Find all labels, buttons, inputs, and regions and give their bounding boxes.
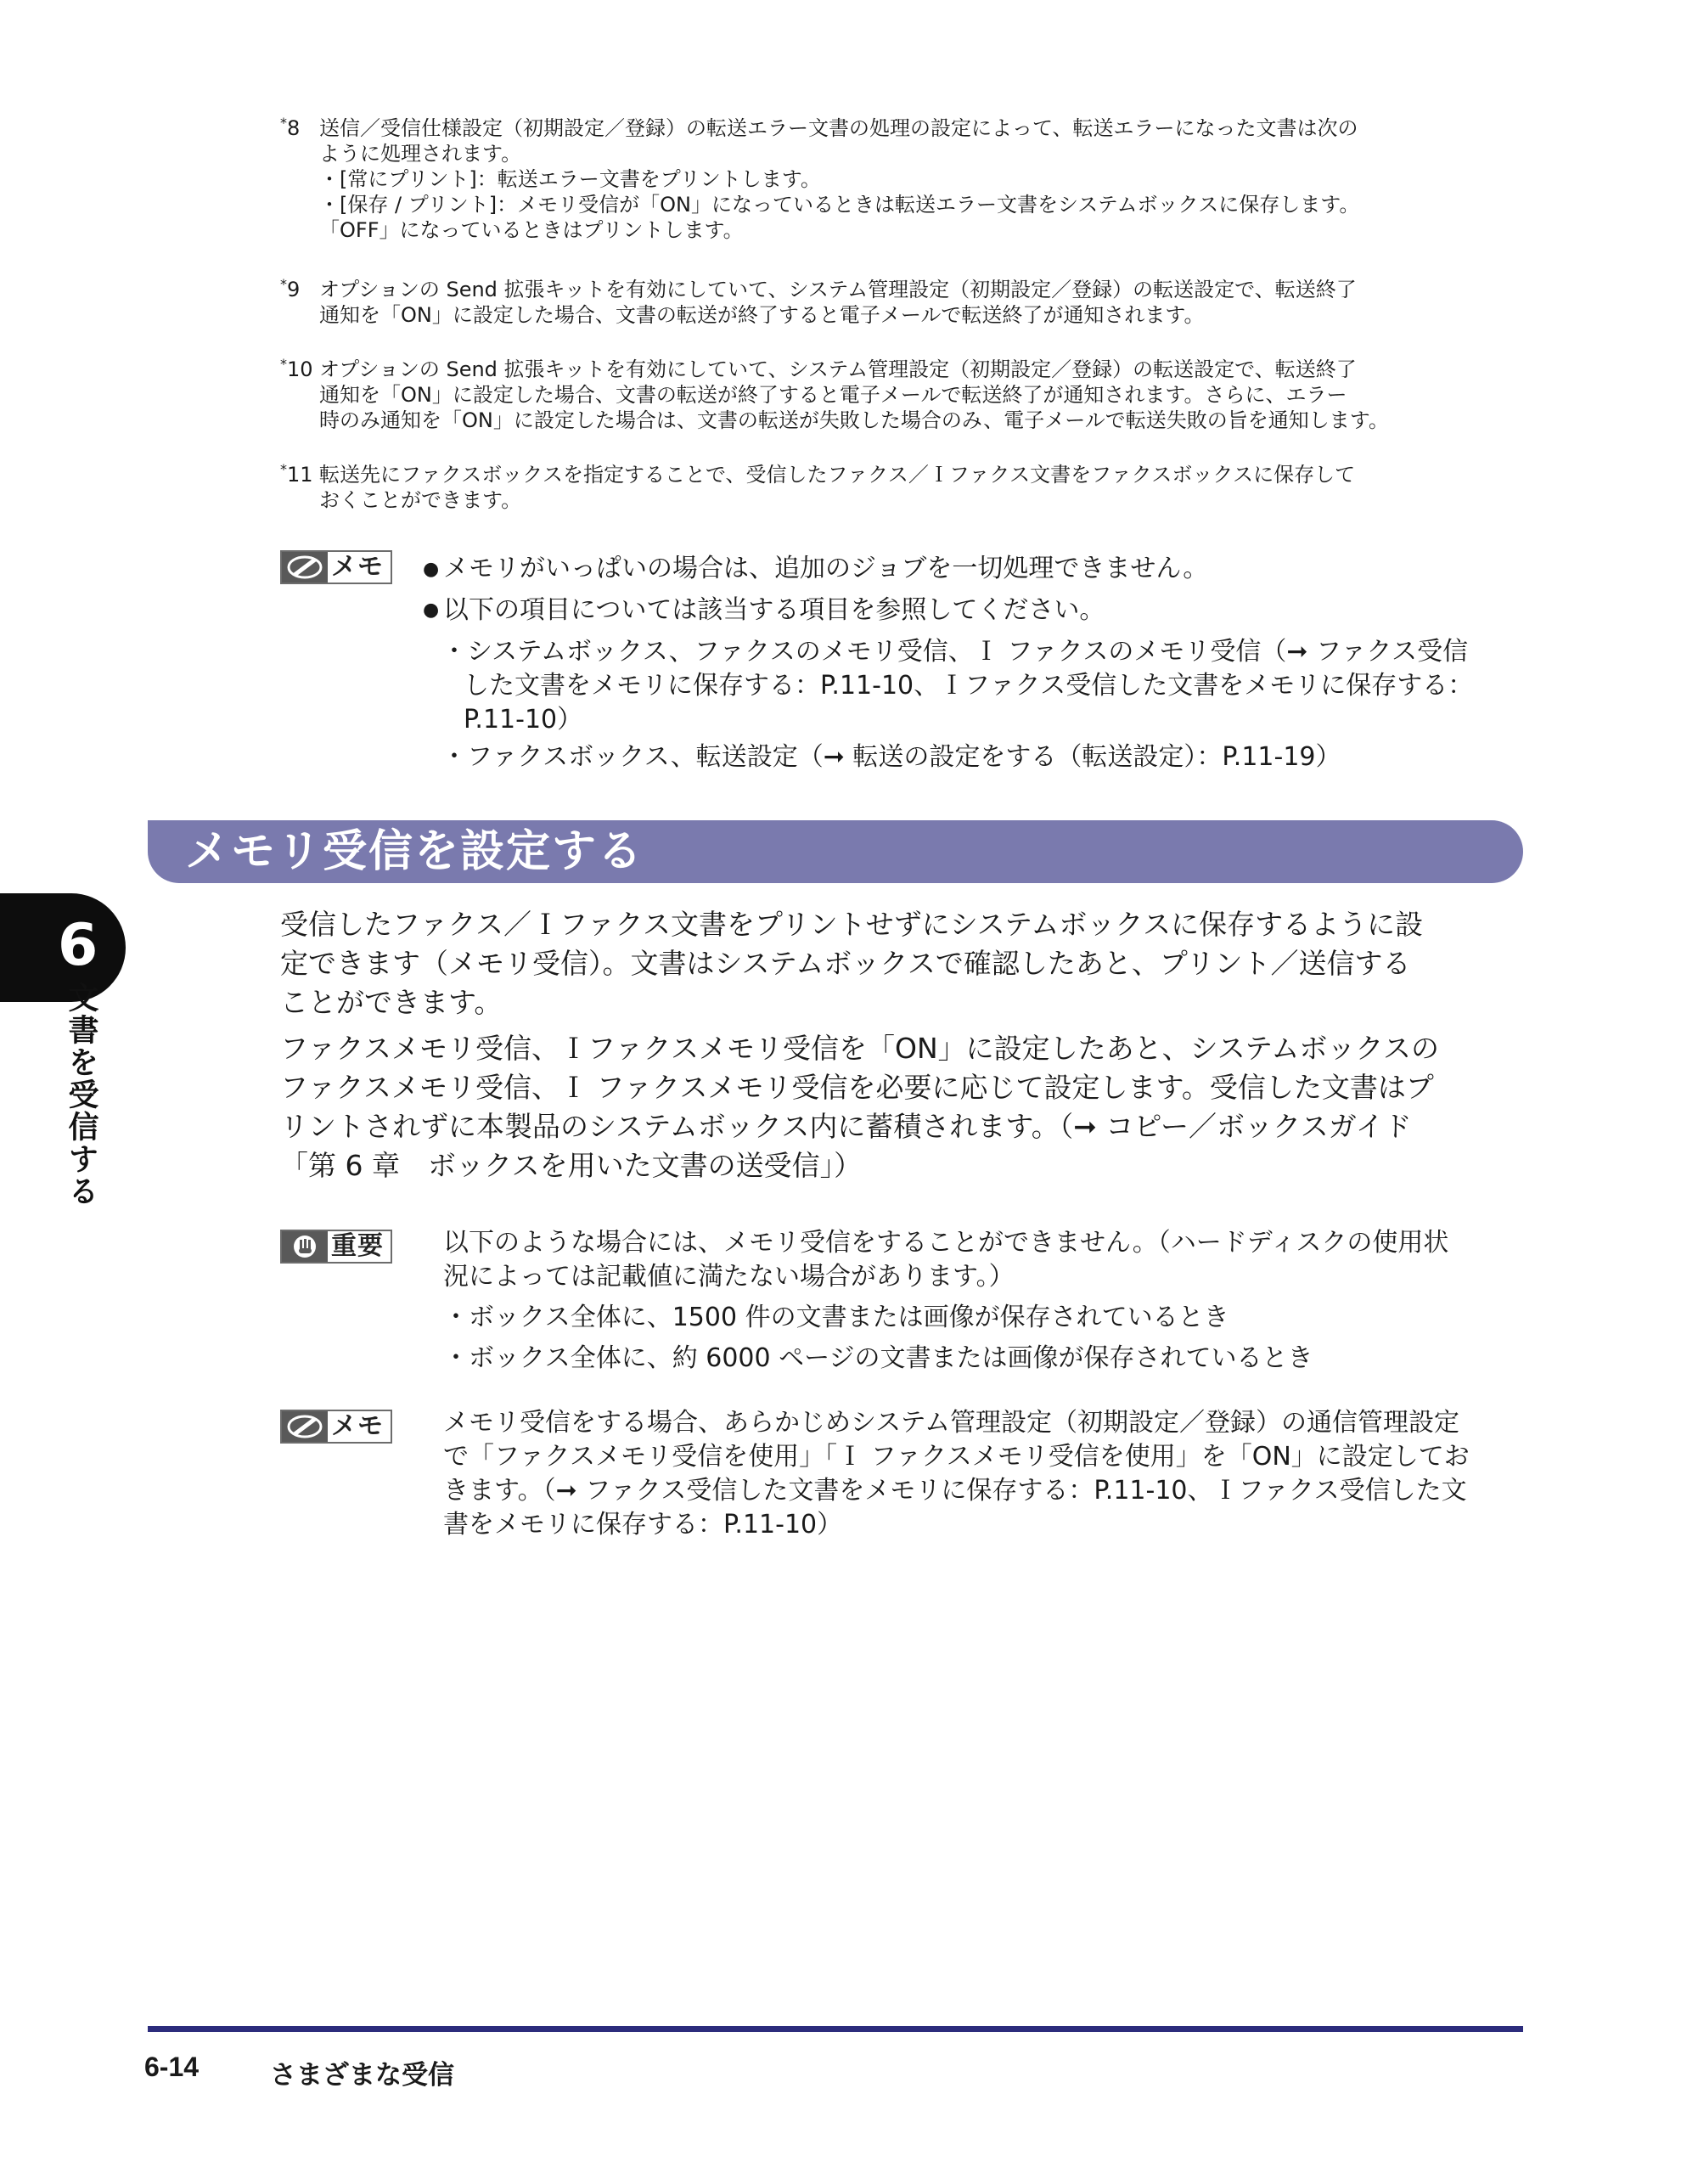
section-header (148, 820, 1523, 883)
reference-item: した文書をメモリに保存する：P.11-10、Ｉファクス受信した文書をメモリに保存する： (464, 671, 1474, 701)
chapter-title: 文書を受信する (64, 982, 98, 1207)
footer-section-title: さまざまな受信 (270, 2060, 454, 2091)
footnote-line: オプションの Send 拡張キットを有効にしていて、システム管理設定（初期設定／登録）の転送設定で、転送終了 (319, 278, 1357, 301)
note-line: きます。（➞ ファクス受信した文書をメモリに保存する：P.11-10、Ｉファクス受信した文 (443, 1476, 1467, 1506)
footnote-sub-item: ・[保存 / プリント]：メモリ受信が「ON」になっているときは転送エラー文書をシステムボックスに保存します。 (319, 193, 1360, 217)
body-line: ことができます。 (280, 986, 503, 1019)
footnote-line: 送信／受信仕様設定（初期設定／登録）の転送エラー文書の処理の設定によって、転送エラーになった文書は次の (319, 116, 1358, 140)
list-item: ● メモリがいっぱいの場合は、追加のジョブを一切処理できません。 (423, 554, 1209, 583)
chapter-number: 6 (58, 912, 98, 979)
important-text (443, 1226, 1448, 1376)
footnote-line: 通知を「ON」に設定した場合、文書の転送が終了すると電子メールで転送終了が通知されます。 (319, 303, 1205, 327)
body-line: 「第 6 章 ボックスを用いた文書の送受信」） (280, 1149, 863, 1182)
memo-text (443, 1406, 1470, 1542)
footnote-8 (280, 115, 1521, 243)
footnote-line: 通知を「ON」に設定した場合、文書の転送が終了すると電子メールで転送終了が通知されます。さらに、エラー (319, 383, 1347, 407)
footnote-sub-item: 「OFF」になっているときはプリントします。 (319, 218, 744, 242)
footnote-line: 転送先にファクスボックスを指定することで、受信したファクス／Ｉファクス文書をファクスボックスに保存して (319, 463, 1356, 487)
footer-rule (148, 2026, 1523, 2032)
section-title: メモリ受信を設定する (185, 826, 644, 877)
note-line: 以下のような場合には、メモリ受信をすることができません。（ハードディスクの使用状 (443, 1228, 1449, 1258)
pencil-icon (282, 552, 328, 583)
footnote-10 (280, 357, 1521, 433)
memo-bullet-list (423, 549, 1527, 631)
footnote-line: 時のみ通知を「ON」に設定した場合は、文書の転送が失敗した場合のみ、電子メールで転送失敗の旨を通知します。 (319, 408, 1389, 432)
list-item: ・ボックス全体に、約 6000 ページの文書または画像が保存されているとき (443, 1343, 1313, 1373)
note-line: で「ファクスメモリ受信を使用」「Ｉ ファクスメモリ受信を使用」を「ON」に設定してお (443, 1442, 1470, 1472)
note-line: 況によっては記載値に満たない場合があります。） (443, 1262, 1015, 1292)
memo-label: メモ (280, 550, 392, 584)
memo-label: メモ (280, 1410, 392, 1444)
footnote-line: ように処理されます。 (319, 142, 522, 166)
important-label: 重要 (280, 1230, 392, 1264)
body-line: リントされずに本製品のシステムボックス内に蓄積されます。（➞ コピー／ボックスガイド (280, 1110, 1412, 1143)
body-paragraph-1 (280, 905, 1528, 1022)
body-line: 定できます（メモリ受信）。文書はシステムボックスで確認したあと、プリント／送信する (280, 947, 1411, 980)
body-line: ファクスメモリ受信、Ｉファクスメモリ受信を「ON」に設定したあと、システムボックスの (280, 1032, 1440, 1065)
footnote-number: *9 (280, 276, 301, 301)
reference-item: ・ファクスボックス、転送設定（➞ 転送の設定をする（転送設定）：P.11-19） (441, 742, 1341, 772)
reference-item: ・システムボックス、ファクスのメモリ受信、Ｉ ファクスのメモリ受信（➞ ファクス受信 (441, 637, 1469, 667)
reference-item: P.11-10） (464, 705, 583, 735)
footnote-11 (280, 462, 1521, 513)
footnote-number: *8 (280, 115, 301, 140)
footnote-line: おくことができます。 (319, 488, 522, 512)
page-number: 6-14 (144, 2052, 200, 2082)
footnote-number: *11 (280, 461, 313, 487)
body-line: ファクスメモリ受信、Ｉ ファクスメモリ受信を必要に応じて設定します。受信した文書はプ (280, 1071, 1434, 1104)
note-line: メモリ受信をする場合、あらかじめシステム管理設定（初期設定／登録）の通信管理設定 (443, 1408, 1459, 1438)
pencil-icon (282, 1411, 328, 1442)
body-line: 受信したファクス／Ｉファクス文書をプリントせずにシステムボックスに保存するように設 (280, 908, 1424, 941)
list-item: ・ボックス全体に、1500 件の文書または画像が保存されているとき (443, 1303, 1229, 1332)
footnote-9 (280, 277, 1521, 328)
footnote-sub-item: ・[常にプリント]：転送エラー文書をプリントします。 (319, 167, 821, 191)
hand-stop-icon (282, 1231, 328, 1262)
body-paragraph-2 (280, 1029, 1528, 1185)
footnote-number: *10 (280, 356, 313, 381)
list-item: ● 以下の項目については該当する項目を参照してください。 (423, 594, 1105, 625)
note-line: 書をメモリに保存する：P.11-10） (443, 1510, 843, 1539)
footnote-line: オプションの Send 拡張キットを有効にしていて、システム管理設定（初期設定／登録）の転送設定で、転送終了 (319, 357, 1357, 381)
